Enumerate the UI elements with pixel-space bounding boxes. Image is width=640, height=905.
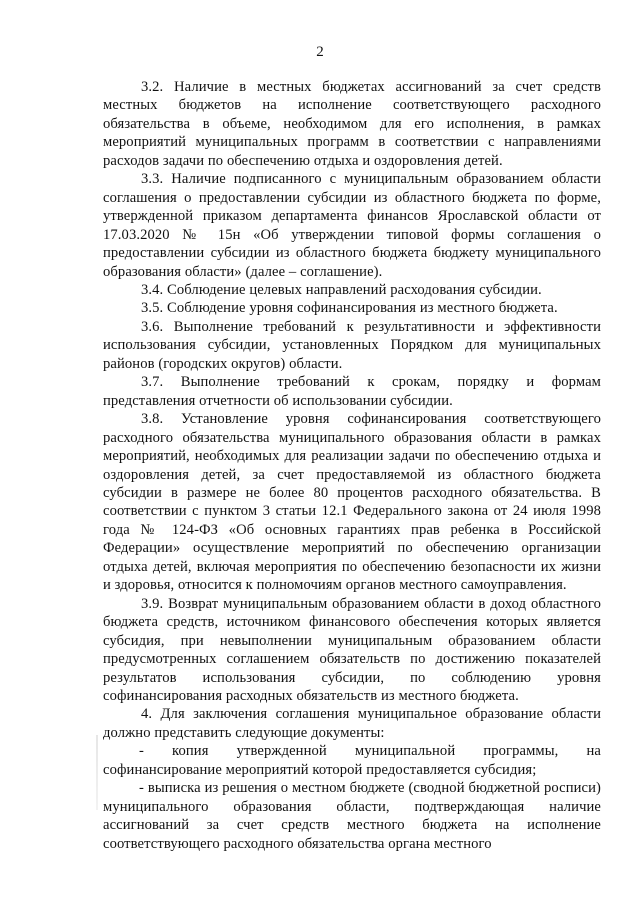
paragraph-3-3: 3.3. Наличие подписанного с муниципальным образованием области соглашения о предоставлении субсидии из областного бюджета по форме, утвержденной приказом департамента финансов Ярославской области от 17.03.2020 № 15н «Об утверждении типовой формы соглашения о предоставлении субсидии из областного бюджета бюджету муниципального образования области» (далее – соглашение). (103, 171, 601, 280)
paragraph-3-7: 3.7. Выполнение требований к срокам, порядку и формам представления отчетности об использовании субсидии. (103, 374, 601, 409)
list-item-budget-extract: - выписка из решения о местном бюджете (сводной бюджетной росписи) муниципального образования области, подтверждающая наличие ассигнований за счет средств местного бюджета на исполнение соответствующего расходного обязательства органа местного (103, 780, 601, 852)
page-number: 2 (316, 44, 324, 60)
paragraph-3-8: 3.8. Установление уровня софинансирования соответствующего расходного обязательства муниципального образования области в рамках мероприятий, необходимых для реализации задачи по обеспечению отдыха и оздоровления детей, за счет предоставляемой из областного бюджета субсидии в размере не более 80 процентов расходного обязательства. В соответствии с пунктом 3 статьи 12.1 Федерального закона от 24 июля 1998 года № 124-ФЗ «Об основных гарантиях прав ребенка в Российской Федерации» осуществление мероприятий по обеспечению организации отдыха детей, включая мероприятия по обеспечению безопасности их жизни и здоровья, относится к полномочиям органов местного самоуправления. (103, 411, 601, 594)
list-item-program-copy: - копия утвержденной муниципальной программы, на софинансирование мероприятий которой предоставляется субсидия; (103, 743, 601, 778)
paragraph-4: 4. Для заключения соглашения муниципальное образование области должно представить следующие документы: (103, 706, 601, 741)
paragraph-3-2: 3.2. Наличие в местных бюджетах ассигнований за счет средств местных бюджетов на исполнение соответствующего расходного обязательства в объеме, необходимом для его исполнения, в рамках мероприятий муниципальных программ в соответствии с направлениями расходов задачи по обеспечению отдыха и оздоровления детей. (103, 79, 601, 169)
paragraph-3-6: 3.6. Выполнение требований к результативности и эффективности использования субсидии, установленных Порядком для муниципальных районов (городских округов) области. (103, 318, 601, 372)
paragraph-3-4: 3.4. Соблюдение целевых направлений расходования субсидии. (141, 281, 542, 298)
paragraph-3-9: 3.9. Возврат муниципальным образованием области в доход областного бюджета средств, источником финансового обеспечения которых является субсидия, при невыполнении муниципальным образованием области предусмотренных соглашением обязательств по достижению показателей результатов использования субсидии, по соблюдению уровня софинансирования расходных обязательств из местного бюджета. (103, 595, 601, 704)
document-body (103, 78, 601, 853)
paragraph-3-5: 3.5. Соблюдение уровня софинансирования из местного бюджета. (141, 300, 558, 317)
scan-margin-mark (96, 735, 98, 810)
